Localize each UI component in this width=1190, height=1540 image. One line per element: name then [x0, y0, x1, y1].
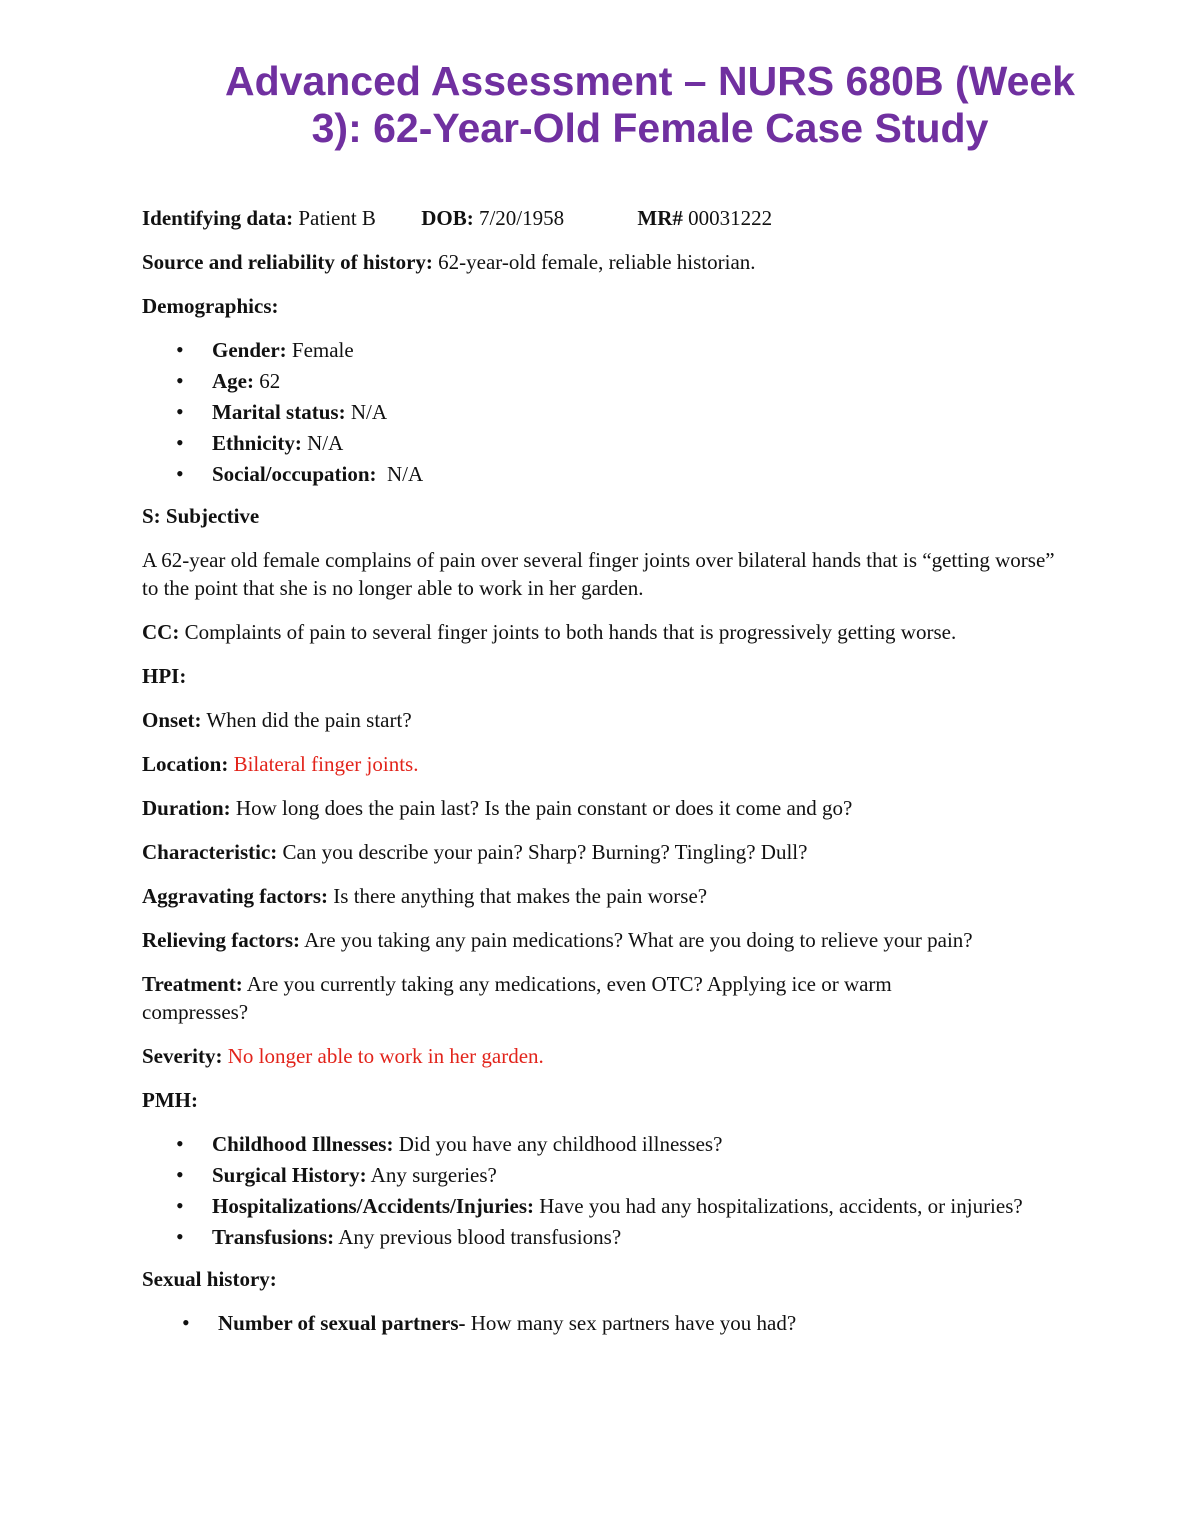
- hpi-relieving: [142, 926, 1022, 954]
- cc-label: CC:: [142, 620, 180, 644]
- item-label: Age:: [212, 369, 254, 393]
- list-item: [142, 1161, 1072, 1189]
- subjective-text: A 62-year old female complains of pain over several finger joints over bilateral hands that is “getting worse” to the point that she is no longer able to work in her garden.: [142, 548, 1055, 600]
- severity-value: No longer able to work in her garden.: [227, 1044, 544, 1068]
- item-value: How many sex partners have you had?: [470, 1311, 797, 1335]
- list-item: [142, 367, 1072, 395]
- demographics-heading: Demographics:: [142, 294, 279, 318]
- item-label: Marital status:: [212, 400, 346, 424]
- subjective-heading: S: Subjective: [142, 504, 260, 528]
- hpi-heading: HPI:: [142, 664, 187, 688]
- identifying-data: [142, 204, 1072, 232]
- item-label: Hospitalizations/Accidents/Injuries:: [212, 1194, 535, 1218]
- hpi-characteristic: [142, 838, 1072, 866]
- bullet-icon: •: [176, 1193, 184, 1218]
- list-item: [142, 336, 1072, 364]
- bullet-icon: •: [176, 1162, 184, 1187]
- document-body: [142, 204, 1072, 1351]
- identifying-label: Identifying data:: [142, 206, 294, 230]
- bullet-icon: •: [176, 461, 184, 486]
- relieving-value: Are you taking any pain medications? What are you doing to relieve your pain?: [304, 928, 973, 952]
- list-item: [142, 460, 1072, 488]
- mr-label: MR#: [637, 206, 683, 230]
- hpi-duration: [142, 794, 1072, 822]
- item-value: Have you had any hospitalizations, accidents, or injuries?: [539, 1194, 1023, 1218]
- hpi-treatment: [142, 970, 1002, 1026]
- title-line-2: 3): 62-Year-Old Female Case Study: [311, 105, 989, 151]
- bullet-icon: •: [176, 430, 184, 455]
- hpi-location: [142, 750, 1072, 778]
- bullet-icon: •: [176, 337, 184, 362]
- source-value: 62-year-old female, reliable historian.: [438, 250, 756, 274]
- bullet-icon: •: [176, 368, 184, 393]
- item-label: Surgical History:: [212, 1163, 367, 1187]
- document-title: [150, 58, 1150, 152]
- title-line-1: Advanced Assessment – NURS 680B (Week: [225, 58, 1075, 104]
- aggravating-value: Is there anything that makes the pain worse?: [333, 884, 708, 908]
- pmh-heading: PMH:: [142, 1088, 198, 1112]
- item-value: N/A: [307, 431, 344, 455]
- bullet-icon: •: [176, 1224, 184, 1249]
- characteristic-label: Characteristic:: [142, 840, 278, 864]
- dob-label: DOB:: [421, 206, 474, 230]
- sexual-history-list: [142, 1309, 1072, 1337]
- hpi-onset: [142, 706, 1072, 734]
- item-label: Childhood Illnesses:: [212, 1132, 394, 1156]
- dob-value: 7/20/1958: [478, 206, 565, 230]
- bullet-icon: •: [176, 399, 184, 424]
- item-value: N/A: [387, 462, 424, 486]
- list-item: [142, 1130, 1072, 1158]
- item-label: Ethnicity:: [212, 431, 302, 455]
- cc-value: Complaints of pain to several finger joints to both hands that is progressively getting worse.: [184, 620, 957, 644]
- duration-label: Duration:: [142, 796, 231, 820]
- list-item: [142, 1192, 1042, 1220]
- item-value: Any previous blood transfusions?: [338, 1225, 622, 1249]
- sexual-history-heading: Sexual history:: [142, 1267, 277, 1291]
- item-value: 62: [259, 369, 281, 393]
- item-value: N/A: [350, 400, 387, 424]
- item-label: Gender:: [212, 338, 287, 362]
- list-item: [142, 1309, 1072, 1337]
- item-value: Did you have any childhood illnesses?: [398, 1132, 723, 1156]
- demographics-list: [142, 336, 1072, 488]
- onset-value: When did the pain start?: [206, 708, 412, 732]
- duration-value: How long does the pain last? Is the pain constant or does it come and go?: [235, 796, 853, 820]
- characteristic-value: Can you describe your pain? Sharp? Burning? Tingling? Dull?: [282, 840, 808, 864]
- location-label: Location:: [142, 752, 229, 776]
- treatment-value: Are you currently taking any medications, even OTC? Applying ice or warm compresses?: [142, 972, 892, 1024]
- location-value: Bilateral finger joints.: [233, 752, 419, 776]
- pmh-list: [142, 1130, 1072, 1251]
- item-value: Any surgeries?: [370, 1163, 497, 1187]
- aggravating-label: Aggravating factors:: [142, 884, 329, 908]
- relieving-label: Relieving factors:: [142, 928, 301, 952]
- list-item: [142, 429, 1072, 457]
- chief-complaint: [142, 618, 1072, 646]
- source-reliability: [142, 248, 1072, 276]
- onset-label: Onset:: [142, 708, 202, 732]
- item-label: Number of sexual partners-: [218, 1311, 466, 1335]
- list-item: [142, 1223, 1072, 1251]
- identifying-value: Patient B: [298, 206, 376, 230]
- item-value: Female: [291, 338, 354, 362]
- mr-value: 00031222: [688, 206, 773, 230]
- hpi-severity: [142, 1042, 1072, 1070]
- item-label: Social/occupation:: [212, 462, 377, 486]
- list-item: [142, 398, 1072, 426]
- item-label: Transfusions:: [212, 1225, 335, 1249]
- hpi-aggravating: [142, 882, 1072, 910]
- severity-label: Severity:: [142, 1044, 223, 1068]
- bullet-icon: •: [182, 1310, 190, 1335]
- source-label: Source and reliability of history:: [142, 250, 433, 274]
- bullet-icon: •: [176, 1131, 184, 1156]
- treatment-label: Treatment:: [142, 972, 243, 996]
